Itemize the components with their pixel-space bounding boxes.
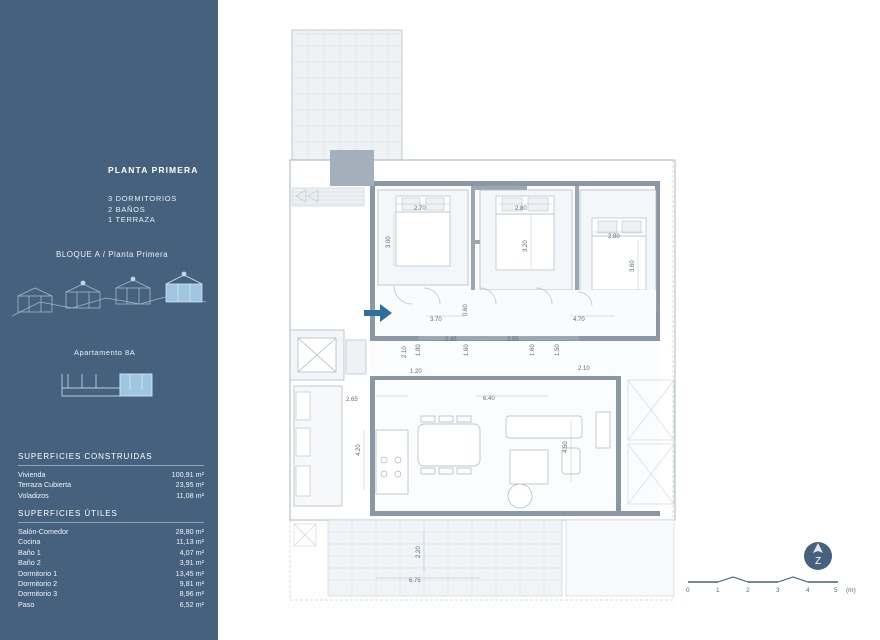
- apartment-key-diagram: [58, 362, 158, 408]
- terrace-hatch-bottom: [328, 520, 562, 596]
- apartment-label: Apartamento 8A: [74, 348, 136, 357]
- section-heading-construidas: SUPERFICIES CONSTRUIDAS: [18, 452, 204, 466]
- scale-tick-1: 1: [716, 587, 720, 594]
- balcony-slats-left: [292, 188, 364, 206]
- row-label: Dormitorio 1: [18, 568, 58, 578]
- terrace-right: [566, 520, 674, 596]
- dim-d11: 2.55: [507, 337, 519, 343]
- scale-tick-4: 4: [806, 587, 810, 594]
- sidebar: [0, 0, 218, 640]
- dim-d15: 2.10: [578, 366, 590, 372]
- table-row: [18, 579, 204, 589]
- dim-d8: 0.60: [463, 304, 469, 316]
- north-indicator: [802, 540, 834, 572]
- dim-d6: 3.60: [630, 260, 636, 272]
- row-label: Vivienda: [18, 470, 46, 479]
- room-bedroom-2: [480, 190, 572, 290]
- table-row: [18, 548, 204, 558]
- dim-d3: 2.80: [608, 234, 620, 240]
- row-value: 23,95 m²: [175, 480, 204, 490]
- row-value: 11,13 m²: [176, 537, 204, 547]
- row-label: Cocina: [18, 537, 41, 547]
- kitchen-island: [376, 430, 408, 494]
- dim-d16: 2.10: [402, 346, 408, 358]
- scale-tick-5: 5: [834, 587, 838, 594]
- summary-line-3: 1 TERRAZA: [108, 215, 156, 224]
- row-value: 4,07 m²: [179, 547, 204, 557]
- north-icon: [802, 540, 834, 572]
- dim-d20: 6.40: [483, 396, 495, 402]
- table-row: [18, 558, 204, 568]
- row-value: 9,81 m²: [179, 579, 204, 589]
- dim-d2: 2.80: [515, 206, 527, 212]
- scale-bar: [686, 572, 862, 602]
- dim-d5: 3.20: [523, 240, 529, 252]
- dim-d1: 2.70: [414, 206, 426, 212]
- row-label: Salón-Comedor: [18, 527, 69, 536]
- summary-line-1: 3 DORMITORIOS: [108, 194, 177, 203]
- row-label: Terraza Cubierta: [18, 480, 72, 490]
- row-label: Baño 1: [18, 547, 41, 557]
- dim-d4: 3.00: [386, 236, 392, 248]
- summary-line-2: 2 BAÑOS: [108, 204, 146, 214]
- row-value: 11,08 m²: [176, 490, 204, 500]
- dim-d21: 4.20: [356, 444, 362, 456]
- row-label: Paso: [18, 599, 35, 609]
- dim-d9: 4.70: [573, 317, 585, 323]
- table-row: [18, 537, 204, 547]
- dim-d12: 1.60: [464, 344, 470, 356]
- row-value: 28,80 m²: [175, 527, 204, 536]
- row-value: 100,91 m²: [171, 470, 204, 479]
- table-superficies-utiles: [18, 527, 204, 610]
- floor-plan-drawing: [218, 0, 880, 640]
- row-value: 13,45 m²: [175, 568, 204, 578]
- dining-table: [418, 416, 480, 474]
- table-row: [18, 600, 204, 610]
- north-letter: Z: [814, 556, 822, 567]
- dim-d10: 2.45: [445, 337, 457, 343]
- scale-tick-0: 0: [686, 587, 690, 594]
- scale-tick-3: 3: [776, 587, 780, 594]
- table-row: [18, 527, 204, 537]
- floor-summary: [108, 194, 177, 226]
- dim-d22: 4.50: [563, 441, 569, 453]
- page-title: PLANTA PRIMERA: [108, 165, 199, 175]
- table-row: [18, 589, 204, 599]
- table-row: [18, 480, 204, 490]
- row-label: Voladizos: [18, 490, 49, 500]
- row-value: 3,91 m²: [179, 558, 204, 568]
- block-key-diagram: [10, 262, 208, 324]
- row-label: Dormitorio 3: [18, 589, 58, 599]
- dim-d19: 2.65: [346, 397, 358, 403]
- dim-d24: 6.75: [409, 578, 421, 584]
- terrace-hatch-top: [292, 30, 402, 160]
- dim-d17: 1.80: [416, 344, 422, 356]
- table-row: [18, 491, 204, 501]
- dim-d13: 1.60: [530, 344, 536, 356]
- floor-plan-svg: [218, 0, 880, 640]
- dim-d18: 1.20: [410, 369, 422, 375]
- dim-d7: 3.70: [430, 317, 442, 323]
- room-kitchen: [294, 386, 342, 506]
- scale-tick-2: 2: [746, 587, 750, 594]
- table-superficies-construidas: [18, 470, 204, 501]
- scale-unit: (m): [846, 587, 856, 594]
- table-row: [18, 569, 204, 579]
- row-value: 8,96 m²: [179, 589, 204, 599]
- dim-d14: 1.50: [555, 344, 561, 356]
- row-label: Baño 2: [18, 558, 41, 568]
- stair-core: [290, 330, 366, 380]
- section-heading-utiles: SUPERFICIES ÚTILES: [18, 509, 204, 523]
- block-label: BLOQUE A / Planta Primera: [56, 250, 169, 259]
- row-label: Dormitorio 2: [18, 579, 58, 589]
- dim-d23: 2.20: [416, 546, 422, 558]
- room-paso: [376, 290, 656, 336]
- row-value: 6,52 m²: [179, 599, 204, 609]
- table-row: [18, 470, 204, 480]
